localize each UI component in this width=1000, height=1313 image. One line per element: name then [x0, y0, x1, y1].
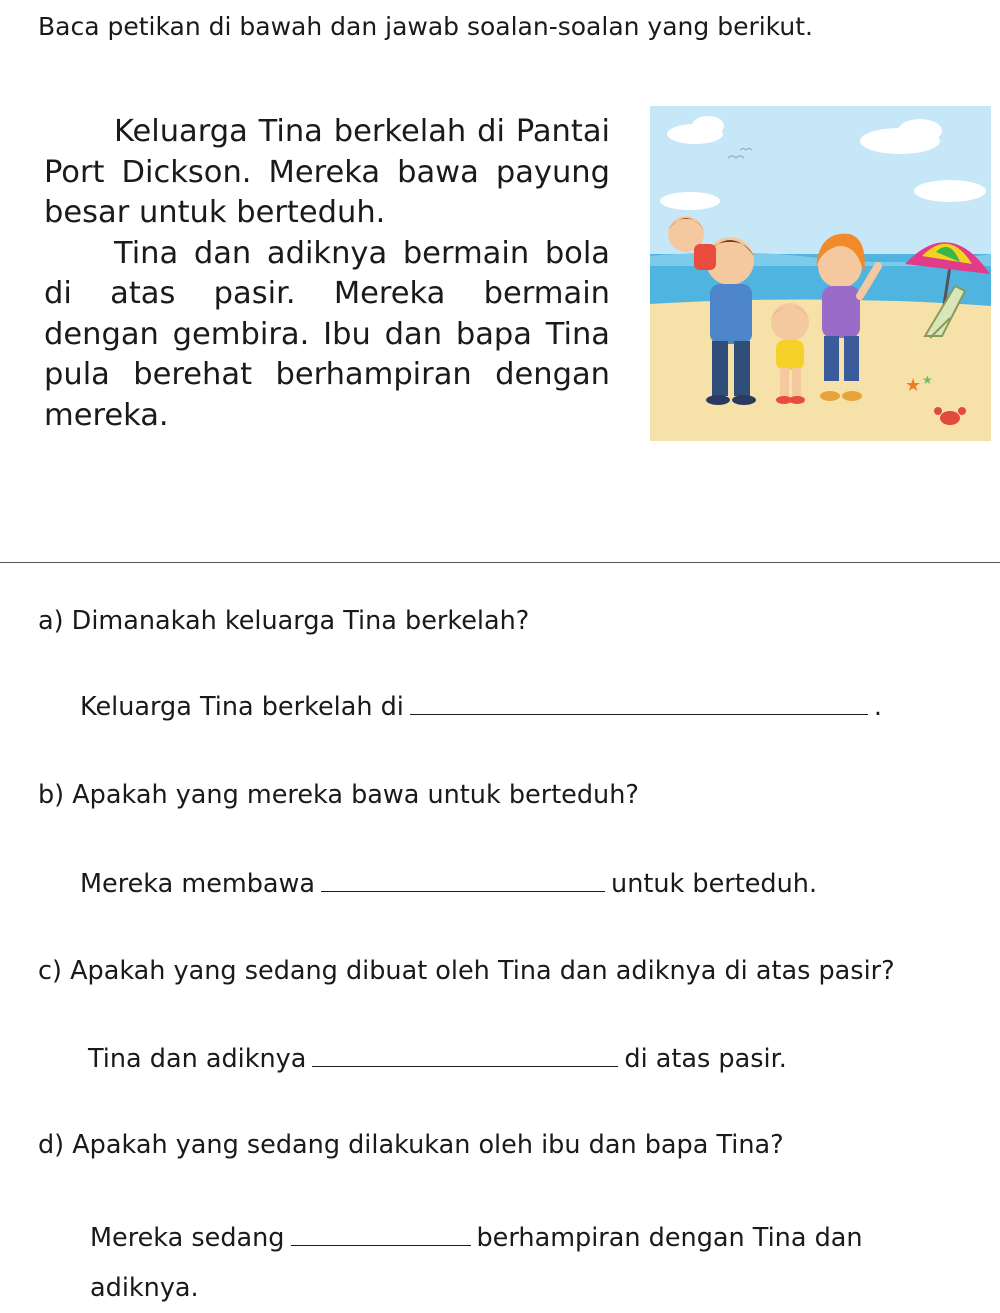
beach-family-illustration: [650, 106, 991, 441]
question-a: a) Dimanakah keluarga Tina berkelah?: [38, 606, 530, 636]
answer-d-suffix: berhampiran dengan Tina dan adiknya.: [90, 1223, 863, 1303]
section-divider: [0, 562, 1000, 563]
passage-paragraph-1: Keluarga Tina berkelah di Pantai Port Dickson. Mereka bawa payung besar untuk berteduh.: [44, 114, 610, 230]
answer-a-prefix: Keluarga Tina berkelah di: [80, 692, 404, 722]
answer-a-blank[interactable]: [410, 690, 868, 715]
svg-text:★: ★: [922, 373, 933, 387]
answer-d-blank[interactable]: [291, 1221, 471, 1246]
passage-paragraph-2: Tina dan adiknya bermain bola di atas pasir. Mereka bermain dengan gembira. Ibu dan bapa Tina pula berehat berhampiran dengan mereka.: [44, 235, 610, 433]
answer-c-prefix: Tina dan adiknya: [88, 1044, 307, 1074]
instruction-text: Baca petikan di bawah dan jawab soalan-soalan yang berikut.: [38, 12, 813, 41]
answer-line-c: [88, 1042, 787, 1076]
answer-line-d: [90, 1213, 970, 1313]
question-d: d) Apakah yang sedang dilakukan oleh ibu dan bapa Tina?: [38, 1130, 784, 1160]
answer-c-suffix: di atas pasir.: [624, 1044, 787, 1074]
answer-b-suffix: untuk berteduh.: [611, 869, 818, 899]
svg-text:★: ★: [905, 375, 922, 396]
answer-b-blank[interactable]: [321, 867, 605, 892]
answer-a-suffix: .: [873, 692, 883, 722]
answer-d-prefix: Mereka sedang: [90, 1223, 285, 1253]
answer-line-b: [80, 867, 817, 901]
reading-passage: [44, 112, 610, 436]
question-b: b) Apakah yang mereka bawa untuk berteduh?: [38, 780, 639, 810]
answer-c-blank[interactable]: [312, 1042, 618, 1067]
question-c: c) Apakah yang sedang dibuat oleh Tina dan adiknya di atas pasir?: [38, 956, 895, 986]
answer-line-a: [80, 690, 882, 724]
answer-b-prefix: Mereka membawa: [80, 869, 316, 899]
